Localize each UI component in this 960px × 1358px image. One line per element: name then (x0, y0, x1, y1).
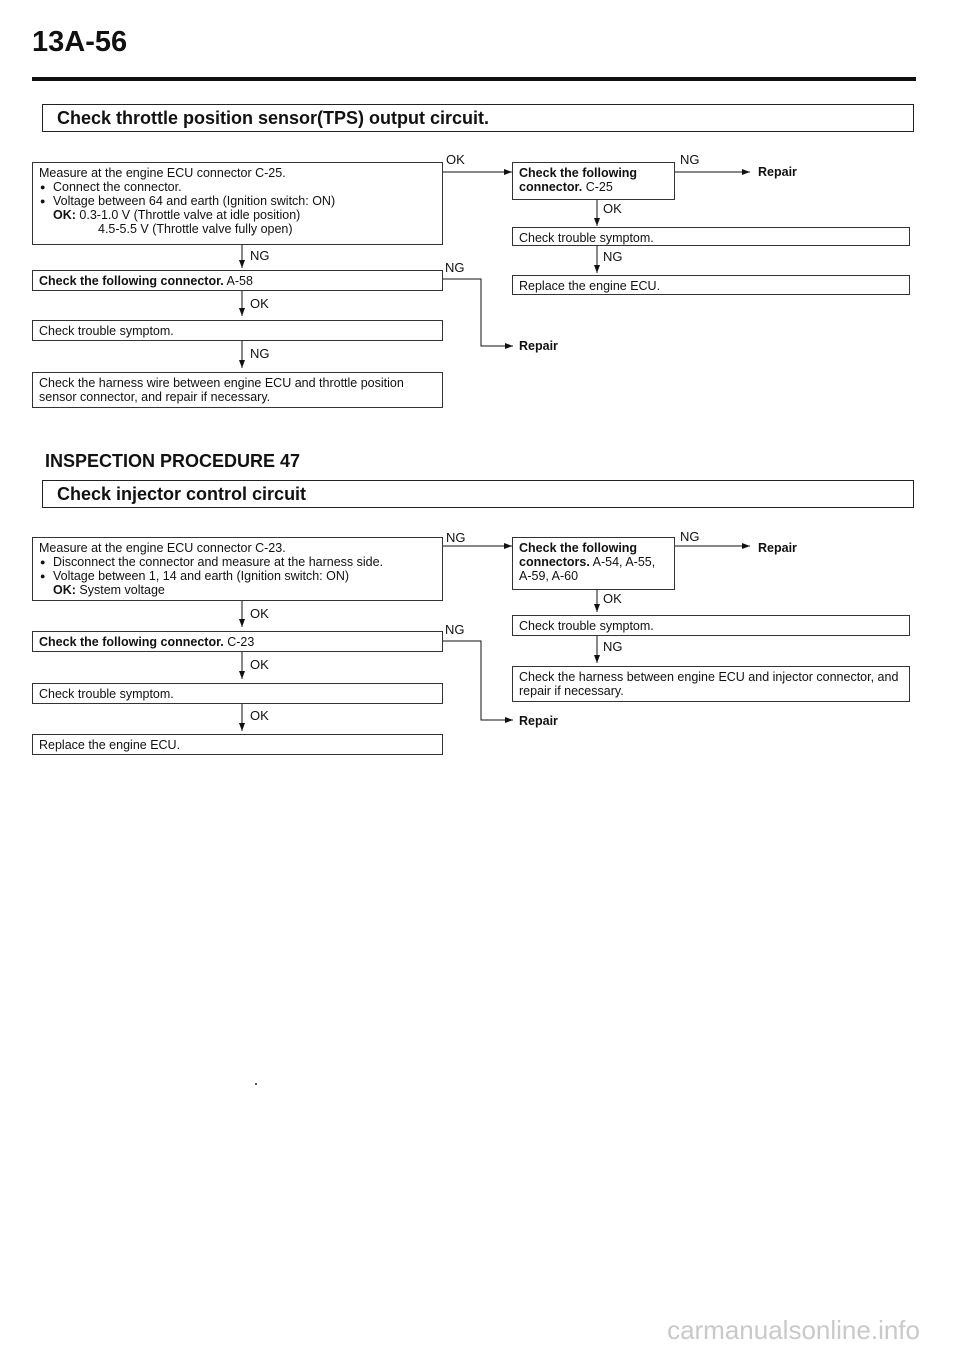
s2-ok-label: OK: (53, 583, 76, 597)
s2-label-ok: OK (603, 591, 622, 606)
s1-measure-bullet: ● Connect the connector. (39, 180, 436, 194)
s1-label-ok: OK (250, 296, 269, 311)
inspection-procedure-heading: INSPECTION PROCEDURE 47 (45, 451, 301, 471)
s1-harness-text: Check the harness wire between engine ECU and throttle position sensor connector, and repair if necessary. (39, 376, 404, 404)
s1-label-ng: NG (250, 346, 270, 361)
s1-connector-left-box (32, 270, 443, 291)
s2-connector-right-box (512, 537, 675, 590)
s1-connector-left-label: Check the following connector. (39, 274, 224, 288)
s1-connector-right-value: C-25 (585, 180, 613, 194)
s2-measure-bullet: ● Voltage between 1, 14 and earth (Ignition switch: ON) (39, 569, 436, 583)
s1-ok-value: 0.3-1.0 V (Throttle valve at idle position) (79, 208, 301, 222)
s2-harness-text: Check the harness between engine ECU and injector connector, and repair if necessary. (519, 670, 899, 698)
watermark: carmanualsonline.info (667, 1315, 920, 1345)
s2-trouble-left-box (32, 683, 443, 704)
s2-harness-box (512, 666, 910, 702)
s2-measure-bullet: ● Disconnect the connector and measure at the harness side. (39, 555, 436, 569)
s1-connector-right-label: Check the following connector. (519, 166, 638, 194)
s2-label-ng: NG (446, 530, 466, 545)
s2-label-ok: OK (250, 606, 269, 621)
s2-trouble-left-text: Check trouble symptom. (39, 687, 174, 701)
s1-measure-bullet: ● Voltage between 64 and earth (Ignition switch: ON) (39, 194, 436, 208)
s1-trouble-right-text: Check trouble symptom. (519, 231, 654, 245)
s1-ok-value: 4.5-5.5 V (Throttle valve fully open) (98, 222, 293, 236)
arrow-s1-ng4 (443, 279, 513, 346)
s1-label-ok: OK (603, 201, 622, 216)
s1-label-ng: NG (680, 152, 700, 167)
s1-replace-text: Replace the engine ECU. (519, 279, 661, 293)
s1-label-ng: NG (445, 260, 465, 275)
s2-repair-2: Repair (519, 714, 558, 728)
stray-dot (255, 1083, 257, 1085)
s1-trouble-left-text: Check trouble symptom. (39, 324, 174, 338)
s1-label-ok: OK (446, 152, 465, 167)
s1-repair-2: Repair (519, 339, 558, 353)
s2-measure-box (32, 537, 443, 601)
s2-trouble-right-text: Check trouble symptom. (519, 619, 654, 633)
s2-repair-1: Repair (758, 541, 797, 555)
s2-connector-left-label: Check the following connector. (39, 635, 224, 649)
s2-label-ok: OK (250, 708, 269, 723)
s2-label-ng: NG (603, 639, 623, 654)
s1-trouble-left-box (32, 320, 443, 341)
s1-measure-box (32, 162, 443, 245)
s1-connector-right-box (512, 162, 675, 200)
s2-connector-left-value: C-23 (227, 635, 255, 649)
s2-ok-value: System voltage (79, 583, 165, 597)
s1-measure-title: Measure at the engine ECU connector C-25. (39, 166, 286, 180)
s2-label-ng: NG (680, 529, 700, 544)
s2-connector-left-box (32, 631, 443, 652)
arrow-s2-ng3 (443, 641, 513, 720)
s2-label-ok: OK (250, 657, 269, 672)
s1-repair-1: Repair (758, 165, 797, 179)
section2-banner: Check injector control circuit (42, 480, 914, 508)
s2-connector-right-value: A-54, A-55, (592, 555, 656, 569)
s1-label-ng: NG (250, 248, 270, 263)
s2-connector-right-label: Check the following connectors. (519, 541, 638, 569)
s2-measure-title: Measure at the engine ECU connector C-23. (39, 541, 286, 555)
s1-trouble-right-box (512, 227, 910, 246)
s1-replace-box (512, 275, 910, 295)
s2-trouble-right-box (512, 615, 910, 636)
s2-connector-right-value: A-59, A-60 (519, 569, 579, 583)
s2-replace-text: Replace the engine ECU. (39, 738, 181, 752)
section1-banner: Check throttle position sensor(TPS) output circuit. (42, 104, 914, 132)
s1-connector-left-value: A-58 (226, 274, 253, 288)
page-number: 13A-56 (32, 26, 128, 58)
s1-ok-label: OK: (53, 208, 76, 222)
s1-label-ng: NG (603, 249, 623, 264)
s1-harness-box (32, 372, 443, 408)
s2-replace-box (32, 734, 443, 755)
s2-label-ng: NG (445, 622, 465, 637)
